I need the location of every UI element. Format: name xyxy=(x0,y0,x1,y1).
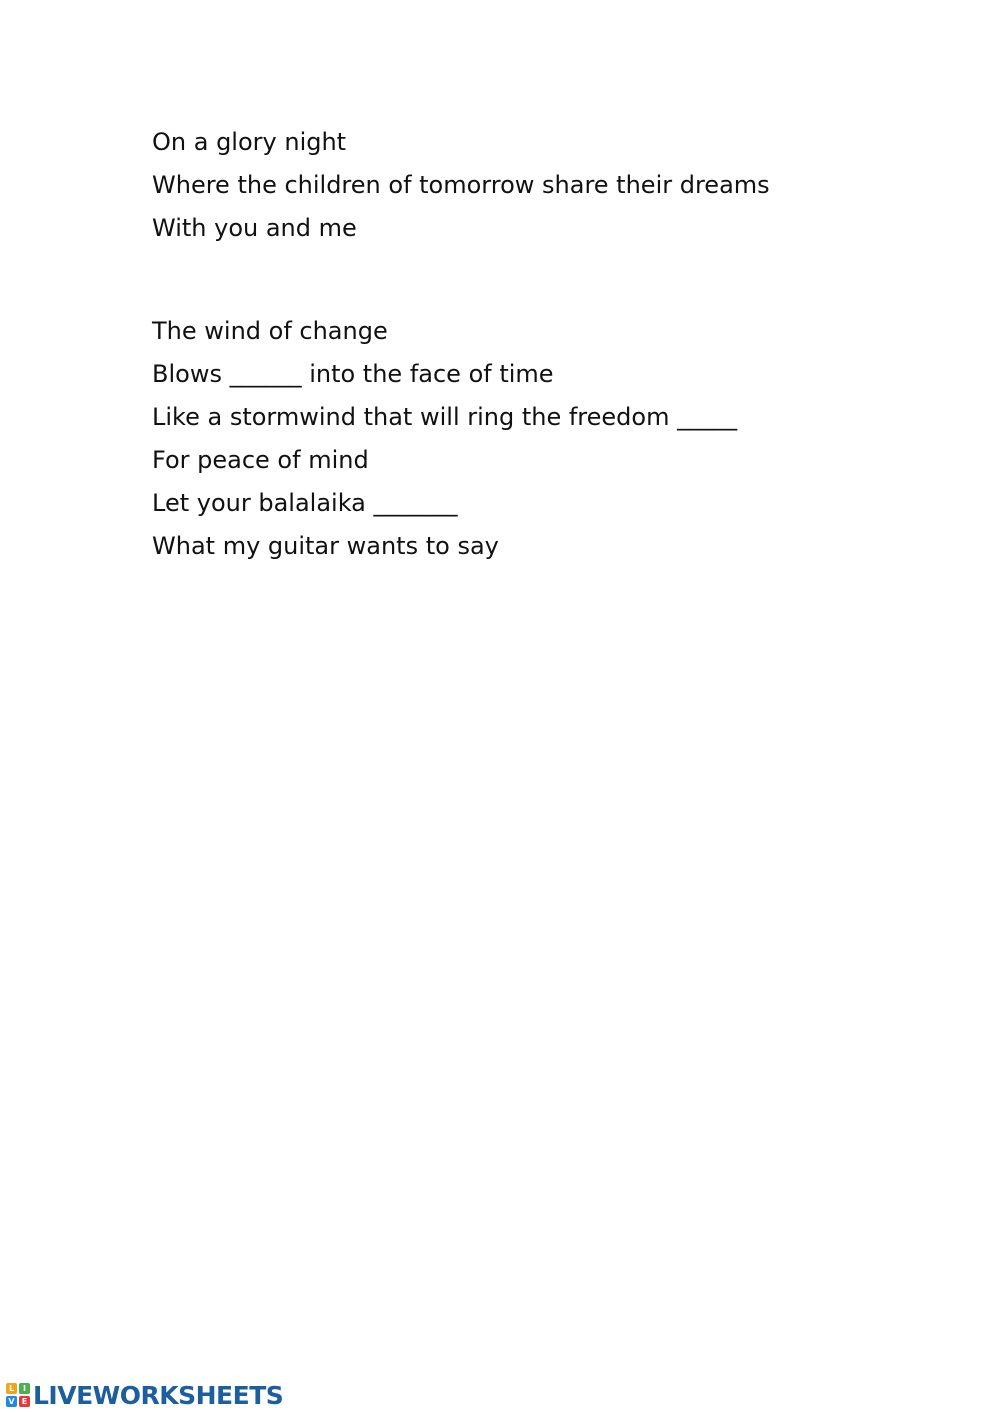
lyric-line: With you and me xyxy=(152,214,357,242)
logo-block-icon: E xyxy=(19,1396,30,1407)
lyric-line: Where the children of tomorrow share their dreams xyxy=(152,171,770,199)
logo-block-icon: V xyxy=(6,1396,17,1407)
lyric-line: For peace of mind xyxy=(152,446,369,474)
lyric-line-with-blank: Let your balalaika _______ xyxy=(152,489,458,517)
lyrics-stanza-1 xyxy=(152,121,770,250)
lyric-line: On a glory night xyxy=(152,128,347,156)
lyric-line-with-blank: Blows ______ into the face of time xyxy=(152,360,554,388)
liveworksheets-logo-icon xyxy=(6,1383,30,1407)
liveworksheets-logo xyxy=(6,1381,283,1409)
logo-block-icon: L xyxy=(6,1383,17,1394)
logo-block-icon: I xyxy=(19,1383,30,1394)
lyric-line-with-blank: Like a stormwind that will ring the freedom _____ xyxy=(152,403,738,431)
lyrics-stanza-2 xyxy=(152,310,737,568)
lyric-line: What my guitar wants to say xyxy=(152,532,499,560)
lyric-line: The wind of change xyxy=(152,317,388,345)
logo-wordmark: LIVEWORKSHEETS xyxy=(33,1380,284,1410)
